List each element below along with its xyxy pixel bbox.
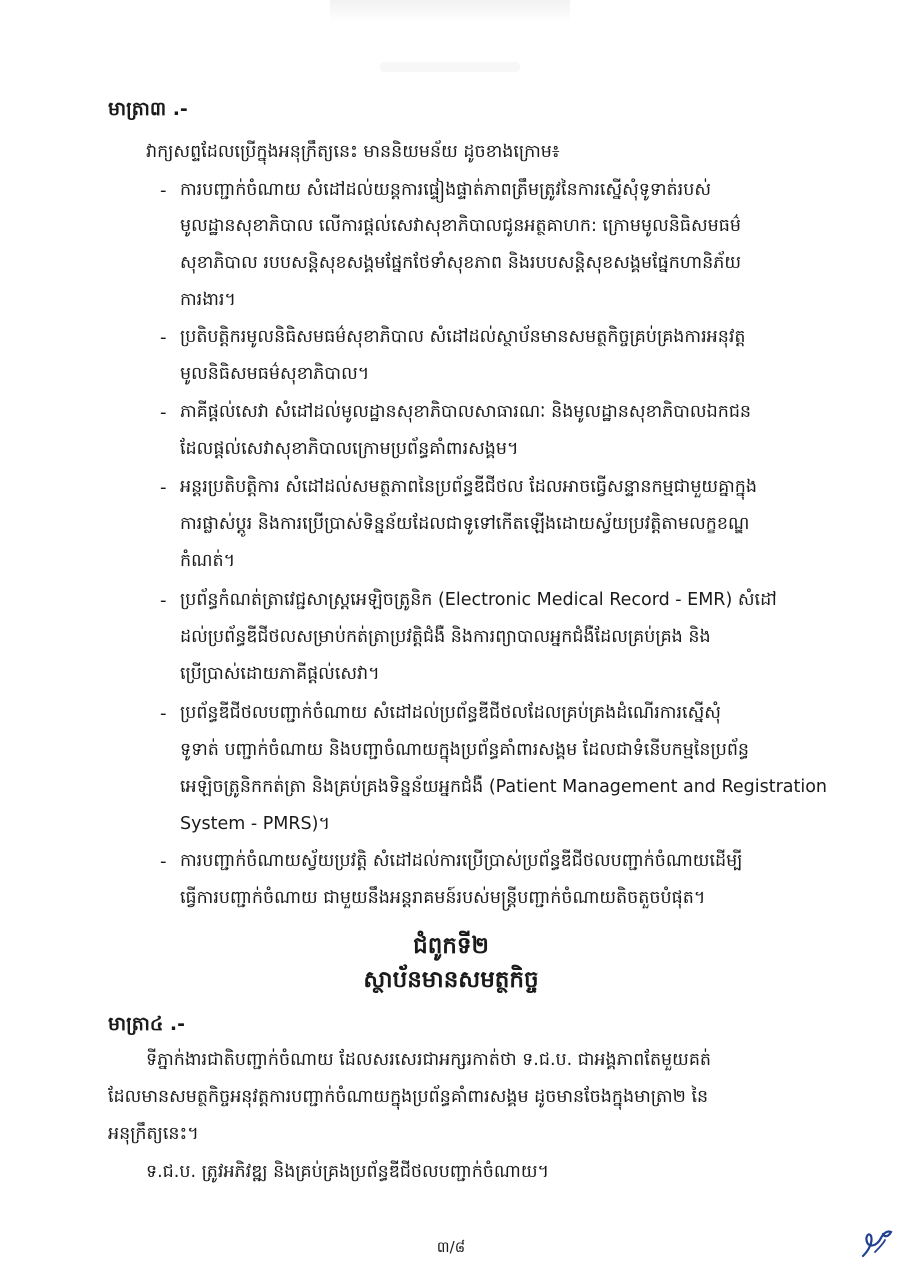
item-7-line-1: ការបញ្ជាក់ចំណាយស្វ័យប្រវត្តិ សំដៅដល់ការប្រើប្រាស់ប្រព័ន្ធឌីជីថលបញ្ជាក់ចំណាយដើម្បី — [180, 851, 743, 871]
item-3-line-2: ដែលផ្ដល់សេវាសុខាភិបាលក្រោមប្រព័ន្ធគាំពារសង្គម។ — [180, 439, 519, 459]
item-7-line-2: ធ្វើការបញ្ជាក់ចំណាយ ជាមួយនឹងអន្តរាគមន៍របស់មន្ត្រីបញ្ជាក់ចំណាយតិចតួចបំផុត។ — [180, 888, 706, 908]
article-4-heading: មាត្រា៤ .- — [108, 1013, 186, 1035]
article-4-para-1-line-1: ទីភ្នាក់ងារជាតិបញ្ជាក់ចំណាយ ដែលសរសេរជាអក្សរកាត់ថា ទ.ជ.ប. ជាអង្គភាពតែមួយគត់ — [146, 1050, 712, 1070]
item-2-line-2: មូលនិធិសមធម៌សុខាភិបាល។ — [180, 364, 370, 384]
bullet-dash: - — [160, 180, 167, 201]
bullet-dash: - — [160, 590, 167, 611]
item-1-line-1: ការបញ្ជាក់ចំណាយ សំដៅដល់យន្តការផ្ទៀងផ្ទាត់ភាពត្រឹមត្រូវនៃការស្នើសុំទូទាត់របស់ — [180, 180, 711, 200]
chapter-title: ជំពូកទី២ — [413, 933, 489, 959]
bullet-dash: - — [160, 703, 167, 724]
item-1-line-2: មូលដ្ឋានសុខាភិបាល លើការផ្ដល់សេវាសុខាភិបាលជូនអត្ថគាហក: ក្រោមមូលនិធិសមធម៌ — [180, 216, 741, 236]
item-5-line-3: ប្រើប្រាស់ដោយភាគីផ្ដល់សេវា។ — [180, 664, 380, 684]
item-6-line-4: System - PMRS)។ — [180, 814, 330, 834]
item-5-line-2: ដល់ប្រព័ន្ធឌីជីថលសម្រាប់កត់ត្រាប្រវត្តិជំងឺ និងការព្យាបាលអ្នកជំងឺដែលគ្រប់គ្រង និង — [180, 627, 711, 647]
bullet-dash: - — [160, 402, 167, 423]
item-1-line-3: សុខាភិបាល របបសន្តិសុខសង្គមផ្នែកថែទាំសុខភាព និងរបបសន្តិសុខសង្គមផ្នែកហានិភ័យ — [180, 253, 741, 273]
item-2-line-1: ប្រតិបត្តិករមូលនិធិសមធម៌សុខាភិបាល សំដៅដល់ស្ថាប័នមានសមត្ថកិច្ចគ្រប់គ្រងការអនុវត្ត — [180, 327, 746, 347]
bullet-dash: - — [160, 851, 167, 872]
bleed-through-mark — [380, 62, 520, 72]
item-3-line-1: ភាគីផ្ដល់សេវា សំដៅដល់មូលដ្ឋានសុខាភិបាលសាធារណៈ និងមូលដ្ឋានសុខាភិបាលឯកជន — [180, 402, 752, 422]
item-5-line-1: ប្រព័ន្ធកំណត់ត្រាវេជ្ជសាស្ត្រអេឡិចត្រូនិក (Electronic Medical Record - EMR) សំដៅ — [180, 590, 777, 610]
item-4-line-3: កំណត់។ — [180, 551, 236, 571]
page-number: ៣/៨ — [436, 1238, 466, 1256]
bullet-dash: - — [160, 477, 167, 498]
article-3-heading: មាត្រា៣ .- — [108, 98, 188, 120]
bullet-dash: - — [160, 327, 167, 348]
chapter-subtitle: ស្ថាប័នមានសមត្ថកិច្ច — [363, 967, 539, 993]
article-4-para-2-line-1: ទ.ជ.ប. ត្រូវអភិវឌ្ឍ និងគ្រប់គ្រងប្រព័ន្ធឌីជីថលបញ្ជាក់ចំណាយ។ — [146, 1162, 550, 1182]
bleed-through-mark — [330, 0, 570, 22]
item-6-line-2: ទូទាត់ បញ្ជាក់ចំណាយ និងបញ្ជាចំណាយក្នុងប្រព័ន្ធគាំពារសង្គម ដែលជាទំនើបកម្មនៃប្រព័ន្ធ — [180, 740, 750, 760]
article-4-para-1-line-2: ដែលមានសមត្ថកិច្ចអនុវត្តការបញ្ជាក់ចំណាយក្នុងប្រព័ន្ធគាំពារសង្គម ដូចមានចែងក្នុងមាត្រា២ នៃ — [108, 1087, 709, 1107]
item-4-line-1: អន្តរប្រតិបត្តិការ សំដៅដល់សមត្ថភាពនៃប្រព័ន្ធឌីជីថល ដែលអាចធ្វើសន្ទានកម្មជាមួយគ្នាក្នុង — [180, 477, 757, 497]
item-6-line-1: ប្រព័ន្ធឌីជីថលបញ្ជាក់ចំណាយ សំដៅដល់ប្រព័ន្ធឌីជីថលដែលគ្រប់គ្រងដំណើរការស្នើសុំ — [180, 703, 721, 723]
item-6-line-3: អេឡិចត្រូនិកកត់ត្រា និងគ្រប់គ្រងទិន្នន័យអ្នកជំងឺ (Patient Management and Registration — [180, 777, 828, 797]
article-4-para-1-line-3: អនុក្រឹត្យនេះ។ — [108, 1124, 199, 1144]
item-1-line-4: ការងារ។ — [180, 290, 236, 310]
article-3-intro: វាក្យសព្ទដែលប្រើក្នុងអនុក្រឹត្យនេះ មាននិយមន័យ ដូចខាងក្រោម៖ — [146, 142, 560, 162]
handwritten-initials — [855, 1222, 895, 1262]
item-4-line-2: ការផ្លាស់ប្ដូរ និងការប្រើប្រាស់ទិន្នន័យដែលជាទូទៅកើតឡើងដោយស្វ័យប្រវត្តិតាមលក្ខខណ្ឌ — [180, 514, 750, 534]
